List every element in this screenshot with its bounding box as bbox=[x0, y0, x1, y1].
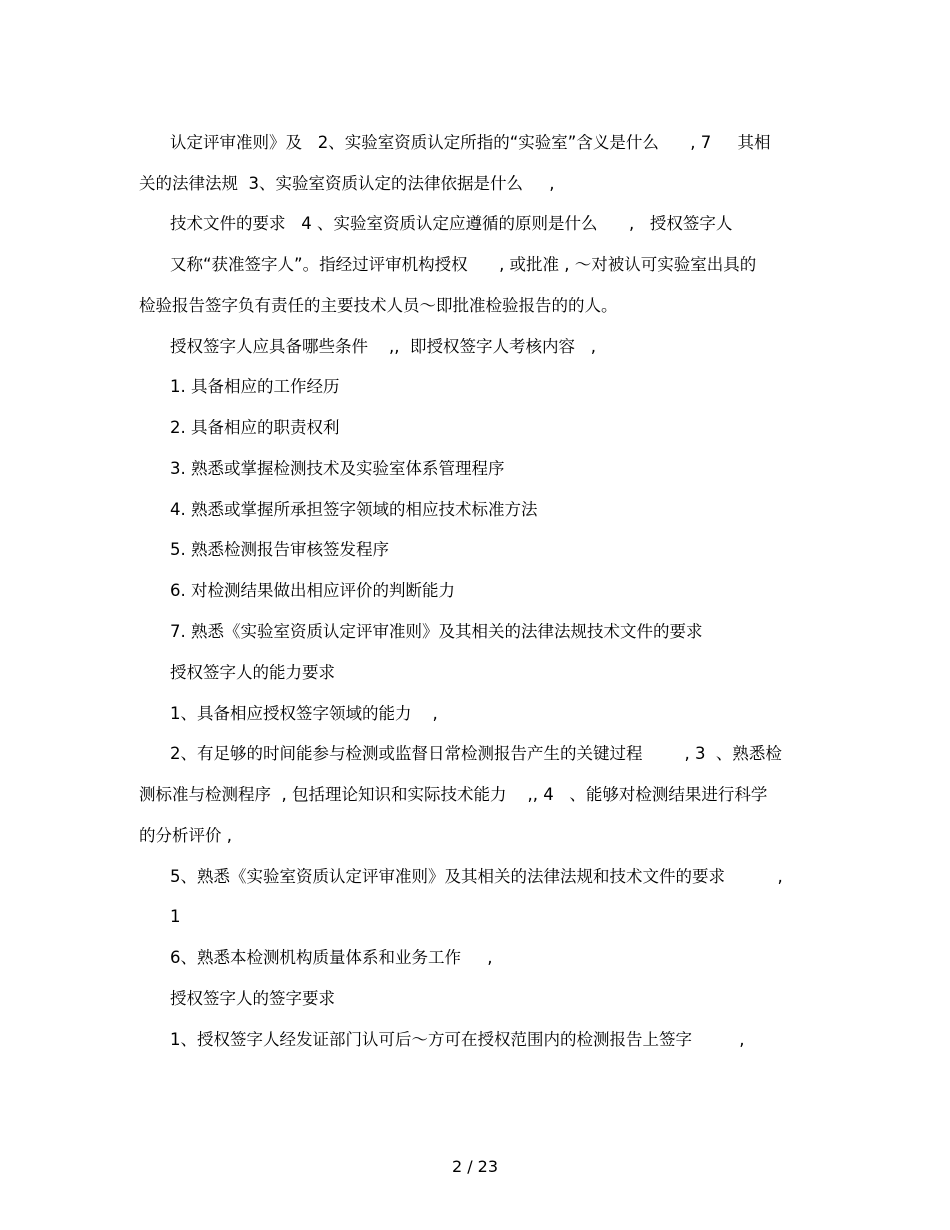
text-line: 又称“获准签字人”。指经过评审机构授权 , 或批准 , ～对被认可实验室出具的 bbox=[170, 255, 757, 274]
list-item: 2、有足够的时间能参与检测或监督日常检测报告产生的关键过程 , 3 、熟悉检 bbox=[170, 744, 782, 763]
list-item: 7. 熟悉《实验室资质认定评审准则》及其相关的法律法规技术文件的要求 bbox=[170, 622, 703, 641]
text-line: 认定评审准则》及 2、实验室资质认定所指的“实验室”含义是什么 , 7 其相 bbox=[170, 133, 771, 152]
list-item: 1、授权签字人经发证部门认可后～方可在授权范围内的检测报告上签字 , bbox=[170, 1030, 745, 1049]
list-item: 5. 熟悉检测报告审核签发程序 bbox=[170, 540, 389, 559]
text-line: 测标准与检测程序 , 包括理论知识和实际技术能力 ,, 4 、能够对检测结果进行科学 bbox=[139, 785, 768, 804]
list-item: 6、熟悉本检测机构质量体系和业务工作 , bbox=[170, 948, 493, 967]
list-item: 4. 熟悉或掌握所承担签字领域的相应技术标准方法 bbox=[170, 500, 538, 519]
text-line: 检验报告签字负有责任的主要技术人员～即批准检验报告的的人。 bbox=[139, 296, 618, 315]
text-line: 技术文件的要求 4 、实验室资质认定应遵循的原则是什么 , 授权签字人 bbox=[170, 214, 733, 233]
text-line: 的分析评价 , bbox=[139, 826, 232, 845]
list-item: 6. 对检测结果做出相应评价的判断能力 bbox=[170, 581, 455, 600]
text-line: 1 bbox=[170, 907, 181, 926]
list-item: 5、熟悉《实验室资质认定评审准则》及其相关的法律法规和技术文件的要求 , bbox=[170, 867, 783, 886]
list-item: 2. 具备相应的职责权利 bbox=[170, 418, 340, 437]
section-heading: 授权签字人的能力要求 bbox=[170, 663, 335, 682]
list-item: 1. 具备相应的工作经历 bbox=[170, 377, 340, 396]
list-item: 3. 熟悉或掌握检测技术及实验室体系管理程序 bbox=[170, 459, 505, 478]
page-number: 2 / 23 bbox=[451, 1157, 499, 1176]
text-line: 授权签字人应具备哪些条件 ,, 即授权签字人考核内容 , bbox=[170, 337, 596, 356]
text-line: 关的法律法规 3、实验室资质认定的法律依据是什么 , bbox=[139, 174, 555, 193]
section-heading: 授权签字人的签字要求 bbox=[170, 989, 335, 1008]
list-item: 1、具备相应授权签字领域的能力 , bbox=[170, 704, 438, 723]
